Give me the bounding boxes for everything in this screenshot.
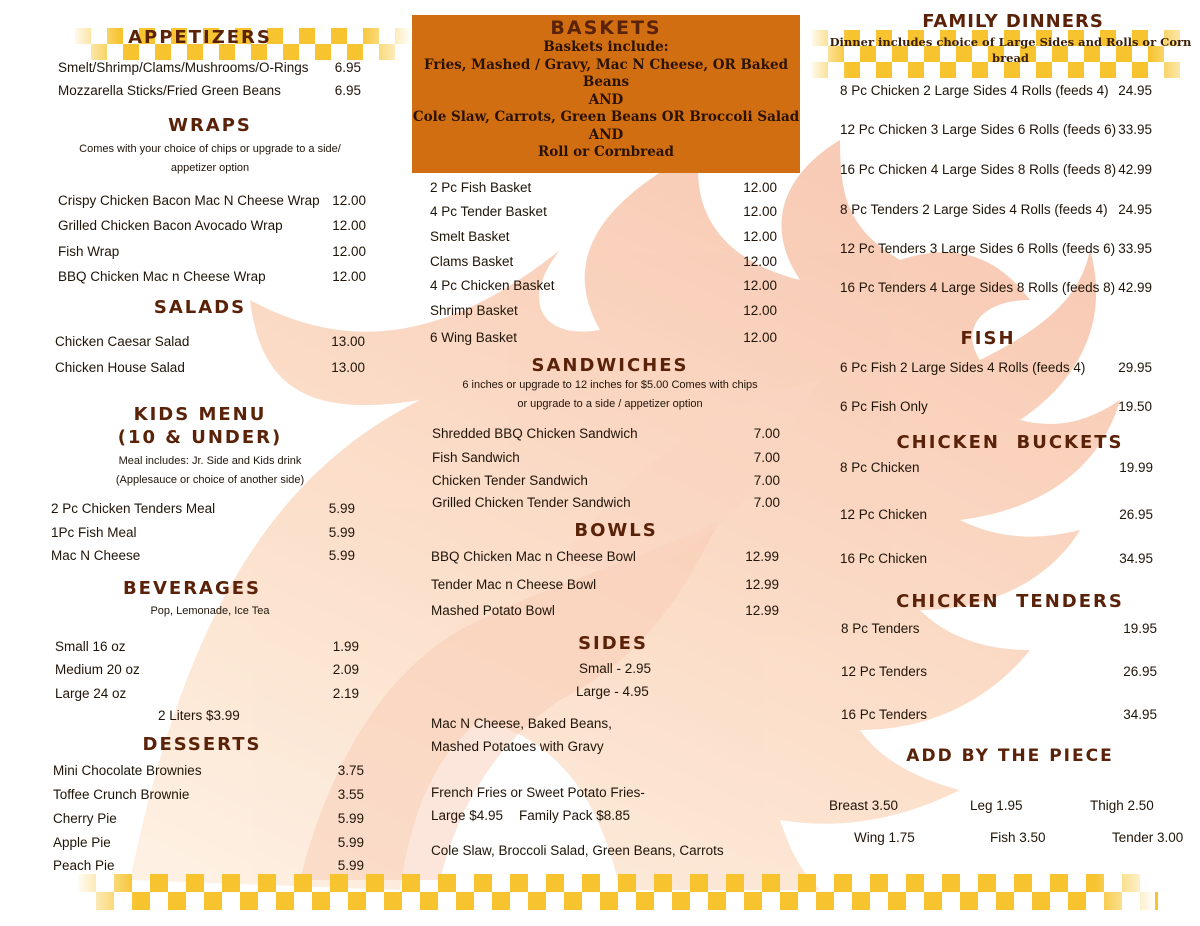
item-name: 8 Pc Tenders	[841, 621, 920, 636]
fish-heading: FISH	[960, 328, 1016, 349]
item-name: Fish Wrap	[58, 244, 120, 259]
item-name: 4 Pc Chicken Basket	[430, 278, 555, 293]
note-line: appetizer option	[170, 162, 250, 174]
item-price: 5.99	[328, 548, 355, 563]
item-name: 12 Pc Tenders	[841, 664, 928, 679]
note-line: Comes with your choice of chips or upgrade to a side/	[79, 143, 341, 155]
item-name: Shredded BBQ Chicken Sandwich	[432, 426, 638, 441]
note-line: (Applesauce or choice of another side)	[115, 474, 305, 486]
item-name: 12 Pc Tenders 3 Large Sides 6 Rolls (feeds 6)	[840, 241, 1116, 256]
item-name: Small 16 oz	[55, 639, 126, 654]
item-name: 6 Pc Fish 2 Large Sides 4 Rolls (feeds 4)	[840, 360, 1086, 375]
item-name: Mini Chocolate Brownies	[53, 763, 202, 778]
wraps-heading: WRAPS	[168, 115, 252, 136]
item-price: 6.95	[334, 60, 361, 75]
item-price: 5.99	[337, 858, 364, 873]
kids-age-heading: (10 & UNDER)	[117, 427, 283, 448]
item-name: BBQ Chicken Mac n Cheese Wrap	[58, 269, 266, 284]
item-price: 12.00	[743, 254, 777, 269]
item-price: 12.00	[743, 278, 777, 293]
item-price: 42.99	[1118, 280, 1152, 295]
item-price: 7.00	[753, 495, 780, 510]
family-dinners-heading: FAMILY DINNERS	[922, 11, 1104, 32]
chicken-buckets-heading: CHICKEN BUCKETS	[896, 432, 1124, 453]
item-name: 6 Wing Basket	[430, 330, 518, 345]
note-line: Dinner includes choice of Large Sides and Rolls or Corn	[829, 35, 1192, 49]
item-name: 2 Pc Chicken Tenders Meal	[51, 501, 216, 516]
item-price: 12.00	[743, 330, 777, 345]
item-price: 33.95	[1118, 241, 1152, 256]
item-name: 16 Pc Tenders	[841, 707, 928, 722]
baskets-info-box	[412, 15, 800, 173]
item-name: BBQ Chicken Mac n Cheese Bowl	[431, 549, 636, 564]
piece-wing-price: Wing 1.75	[854, 830, 915, 845]
item-name: 12 Pc Chicken 3 Large Sides 6 Rolls (feeds 6)	[840, 122, 1117, 137]
sides-large-price: Large - 4.95	[576, 684, 649, 699]
item-price: 12.00	[743, 204, 777, 219]
item-price: 34.95	[1119, 551, 1153, 566]
item-name: Peach Pie	[53, 858, 115, 873]
item-name: Smelt/Shrimp/Clams/Mushrooms/O-Rings	[58, 60, 309, 75]
item-name: 8 Pc Chicken	[840, 460, 920, 475]
item-price: 24.95	[1118, 83, 1152, 98]
kids-menu-heading: KIDS MENU	[133, 404, 267, 425]
baskets-info-line: Roll or Cornbread	[537, 144, 674, 160]
item-name: 16 Pc Tenders 4 Large Sides 8 Rolls (feeds 8)	[840, 280, 1116, 295]
baskets-info-line: AND	[588, 91, 624, 108]
sandwiches-heading: SANDWICHES	[531, 355, 689, 376]
note-line: bread	[992, 51, 1029, 65]
item-name: Chicken House Salad	[55, 360, 185, 375]
item-name: Shrimp Basket	[430, 303, 518, 318]
item-price: 19.95	[1123, 621, 1157, 636]
family-dinners-note	[828, 34, 1193, 66]
item-price: 2.19	[332, 686, 359, 701]
item-price: 5.99	[337, 835, 364, 850]
two-liters-price: 2 Liters $3.99	[158, 708, 240, 723]
item-name: Toffee Crunch Brownie	[53, 787, 190, 802]
appetizers-heading: APPETIZERS	[128, 27, 272, 48]
item-price: 7.00	[753, 473, 780, 488]
item-name: 12 Pc Chicken	[840, 507, 928, 522]
piece-tender-price: Tender 3.00	[1112, 830, 1184, 845]
piece-leg-price: Leg 1.95	[970, 798, 1023, 813]
salads-heading: SALADS	[153, 297, 247, 318]
item-price: 3.55	[337, 787, 364, 802]
item-name: Medium 20 oz	[55, 662, 140, 677]
item-price: 19.50	[1118, 399, 1152, 414]
item-price: 7.00	[753, 450, 780, 465]
item-name: 16 Pc Chicken	[840, 551, 928, 566]
note-line: 6 inches or upgrade to 12 inches for $5.00 Comes with chips	[462, 379, 758, 391]
item-name: Fish Sandwich	[432, 450, 520, 465]
item-name: Grilled Chicken Bacon Avocado Wrap	[58, 218, 283, 233]
item-price: 12.00	[743, 303, 777, 318]
item-name: 4 Pc Tender Basket	[430, 204, 547, 219]
item-name: 8 Pc Tenders 2 Large Sides 4 Rolls (feeds 4)	[840, 202, 1108, 217]
item-price: 12.00	[332, 244, 366, 259]
item-price: 5.99	[337, 811, 364, 826]
item-price: 12.00	[332, 269, 366, 284]
baskets-heading: BASKETS	[550, 17, 662, 39]
item-price: 12.00	[332, 218, 366, 233]
item-name: Clams Basket	[430, 254, 514, 269]
item-name: Chicken Tender Sandwich	[432, 473, 588, 488]
wraps-note	[60, 140, 360, 178]
baskets-info-line: AND	[588, 126, 624, 143]
item-price: 12.99	[745, 577, 779, 592]
item-price: 1.99	[332, 639, 359, 654]
item-name: Mozzarella Sticks/Fried Green Beans	[58, 83, 281, 98]
fries-family-price: Family Pack $8.85	[519, 808, 631, 823]
chicken-tenders-heading: CHICKEN TENDERS	[896, 591, 1124, 612]
item-name: 6 Pc Fish Only	[840, 399, 928, 414]
item-price: 33.95	[1118, 122, 1152, 137]
item-price: 12.00	[332, 193, 366, 208]
item-name: Smelt Basket	[430, 229, 510, 244]
beverages-heading: BEVERAGES	[122, 578, 262, 599]
item-name: 1Pc Fish Meal	[51, 525, 137, 540]
item-price: 7.00	[753, 426, 780, 441]
item-name: Mashed Potato Bowl	[431, 603, 555, 618]
item-price: 13.00	[331, 360, 365, 375]
bowls-heading: BOWLS	[574, 520, 658, 541]
item-name: Large 24 oz	[55, 686, 127, 701]
item-name: Apple Pie	[53, 835, 111, 850]
beverages-note: Pop, Lemonade, Ice Tea	[150, 605, 270, 617]
item-price: 29.95	[1118, 360, 1152, 375]
baskets-info-line: Cole Slaw, Carrots, Green Beans OR Broccoli Salad	[412, 109, 800, 125]
item-price: 3.75	[337, 763, 364, 778]
kids-note	[60, 452, 360, 490]
item-price: 5.99	[328, 525, 355, 540]
sides-heading: SIDES	[578, 633, 648, 654]
item-price: 42.99	[1118, 162, 1152, 177]
item-price: 6.95	[334, 83, 361, 98]
item-name: Tender Mac n Cheese Bowl	[431, 577, 597, 592]
item-price: 12.99	[745, 549, 779, 564]
sides-list: Mashed Potatoes with Gravy	[431, 739, 604, 754]
item-price: 26.95	[1123, 664, 1157, 679]
item-name: Grilled Chicken Tender Sandwich	[432, 495, 631, 510]
desserts-heading: DESSERTS	[142, 734, 262, 755]
item-name: Crispy Chicken Bacon Mac N Cheese Wrap	[58, 193, 320, 208]
item-price: 26.95	[1119, 507, 1153, 522]
fries-line: French Fries or Sweet Potato Fries-	[431, 785, 645, 800]
item-price: 12.00	[743, 180, 777, 195]
fries-large-price: Large $4.95	[431, 808, 504, 823]
item-name: 2 Pc Fish Basket	[430, 180, 532, 195]
baskets-info-line: Baskets include:	[543, 39, 669, 55]
baskets-info-line: Fries, Mashed / Gravy, Mac N Cheese, OR Baked	[423, 56, 789, 73]
item-price: 5.99	[328, 501, 355, 516]
item-price: 2.09	[332, 662, 359, 677]
item-name: Mac N Cheese	[51, 548, 141, 563]
note-line: or upgrade to a side / appetizer option	[517, 398, 703, 410]
item-price: 24.95	[1118, 202, 1152, 217]
piece-thigh-price: Thigh 2.50	[1090, 798, 1154, 813]
item-price: 13.00	[331, 334, 365, 349]
checkered-banner-bottom	[75, 874, 1158, 910]
sides-list: Cole Slaw, Broccoli Salad, Green Beans, Carrots	[431, 843, 724, 858]
item-name: 16 Pc Chicken 4 Large Sides 8 Rolls (feeds 8)	[840, 162, 1117, 177]
sides-list: Mac N Cheese, Baked Beans,	[431, 716, 612, 731]
sandwiches-note	[420, 376, 800, 414]
note-line: Meal includes: Jr. Side and Kids drink	[118, 455, 302, 467]
item-price: 34.95	[1123, 707, 1157, 722]
piece-breast-price: Breast 3.50	[829, 798, 899, 813]
item-price: 12.99	[745, 603, 779, 618]
item-price: 19.99	[1119, 460, 1153, 475]
sides-small-price: Small - 2.95	[579, 661, 652, 676]
add-by-the-piece-heading: ADD BY THE PIECE	[906, 746, 1114, 766]
item-name: 8 Pc Chicken 2 Large Sides 4 Rolls (feeds 4)	[840, 83, 1109, 98]
baskets-info-line: Beans	[582, 74, 630, 90]
item-price: 12.00	[743, 229, 777, 244]
item-name: Cherry Pie	[53, 811, 117, 826]
piece-fish-price: Fish 3.50	[990, 830, 1046, 845]
item-name: Chicken Caesar Salad	[55, 334, 190, 349]
